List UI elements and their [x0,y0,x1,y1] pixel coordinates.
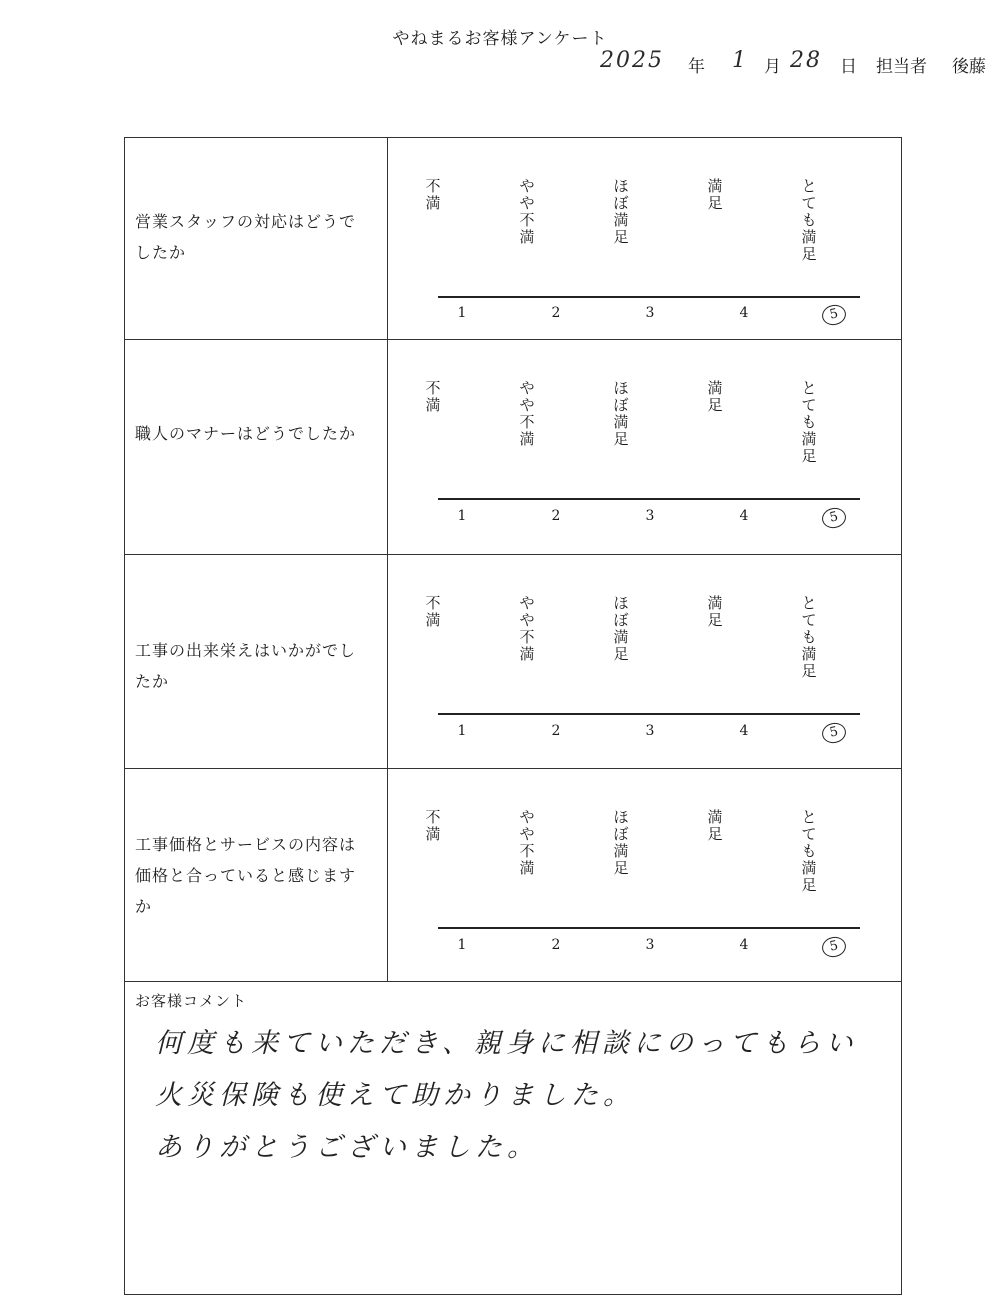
scale-label-1: 不満 [425,808,441,843]
question-text: 営業スタッフの対応はどうでしたか [135,212,357,262]
scale-label-4: 満足 [707,177,723,212]
scale-label-5: とても満足 [801,594,817,680]
scale-number-3: 3 [645,937,655,953]
comment-line-2: 火災保険も使えて助かりました。 [155,1080,635,1111]
header-line [590,48,990,80]
scale-line [438,498,860,500]
scale-number-4: 4 [739,305,749,321]
question-text: 工事価格とサービスの内容は価格と合っていると感じますか [135,835,357,916]
scale-number-3: 3 [645,305,655,321]
scale-label-4: 満足 [707,594,723,629]
scale-label-2: やや不満 [519,177,535,246]
question-text: 工事の出来栄えはいかがでしたか [135,641,357,691]
scale-label-4: 満足 [707,808,723,843]
survey-title: やねまるお客様アンケート [392,29,608,49]
scale-number-1: 1 [457,723,467,739]
scale-line [438,296,860,298]
scale-number-2: 2 [551,305,561,321]
scale-number-1: 1 [457,937,467,953]
scale-number-4: 4 [739,723,749,739]
scale-label-3: ほぼ満足 [613,594,629,663]
rating-scale [388,340,901,554]
selected-rating-circle: 5 [820,303,848,328]
scale-number-3: 3 [645,508,655,524]
scale-label-5: とても満足 [801,808,817,894]
scale-number-3: 3 [645,723,655,739]
rating-scale [388,769,901,981]
scale-number-2: 2 [551,508,561,524]
question-row-3 [125,555,901,769]
survey-form [124,137,902,1295]
day-label: 日 [840,57,857,77]
staff-label: 担当者 [876,57,927,77]
rating-scale [388,555,901,768]
scale-number-1: 1 [457,508,467,524]
scale-label-4: 満足 [707,379,723,414]
question-row-1 [125,138,901,340]
question-text: 職人のマナーはどうでしたか [135,424,357,443]
scale-number-2: 2 [551,937,561,953]
scale-label-3: ほぼ満足 [613,379,629,448]
comment-line-3: ありがとうございました。 [155,1132,539,1163]
scale-label-2: やや不満 [519,379,535,448]
question-row-2 [125,340,901,555]
scale-number-4: 4 [739,937,749,953]
scale-number-4: 4 [739,508,749,524]
selected-rating-circle: 5 [820,935,848,960]
scale-line [438,713,860,715]
scale-label-5: とても満足 [801,177,817,263]
comment-line-1: 何度も来ていただき、親身に相談にのってもらい [155,1028,858,1059]
day-value: 28 [790,48,822,73]
scale-number-2: 2 [551,723,561,739]
year-value: 2025 [600,48,664,73]
month-value: 1 [732,48,748,73]
selected-rating-circle: 5 [820,721,848,746]
month-label: 月 [764,57,781,77]
scale-label-3: ほぼ満足 [613,808,629,877]
scale-label-1: 不満 [425,594,441,629]
scale-label-2: やや不満 [519,808,535,877]
question-row-4 [125,769,901,982]
scale-label-2: やや不満 [519,594,535,663]
scale-label-1: 不満 [425,177,441,212]
question-cell [125,555,388,768]
handwritten-comment [155,1018,895,1174]
selected-rating-circle: 5 [820,506,848,531]
question-cell [125,769,388,981]
scale-label-1: 不満 [425,379,441,414]
question-cell [125,340,388,554]
rating-scale [388,138,901,339]
year-label: 年 [688,57,705,77]
scale-number-1: 1 [457,305,467,321]
scale-label-5: とても満足 [801,379,817,465]
staff-name: 後藤 [952,57,986,77]
question-cell [125,138,388,339]
scale-line [438,927,860,929]
comment-label: お客様コメント [135,992,248,1010]
scale-label-3: ほぼ満足 [613,177,629,246]
